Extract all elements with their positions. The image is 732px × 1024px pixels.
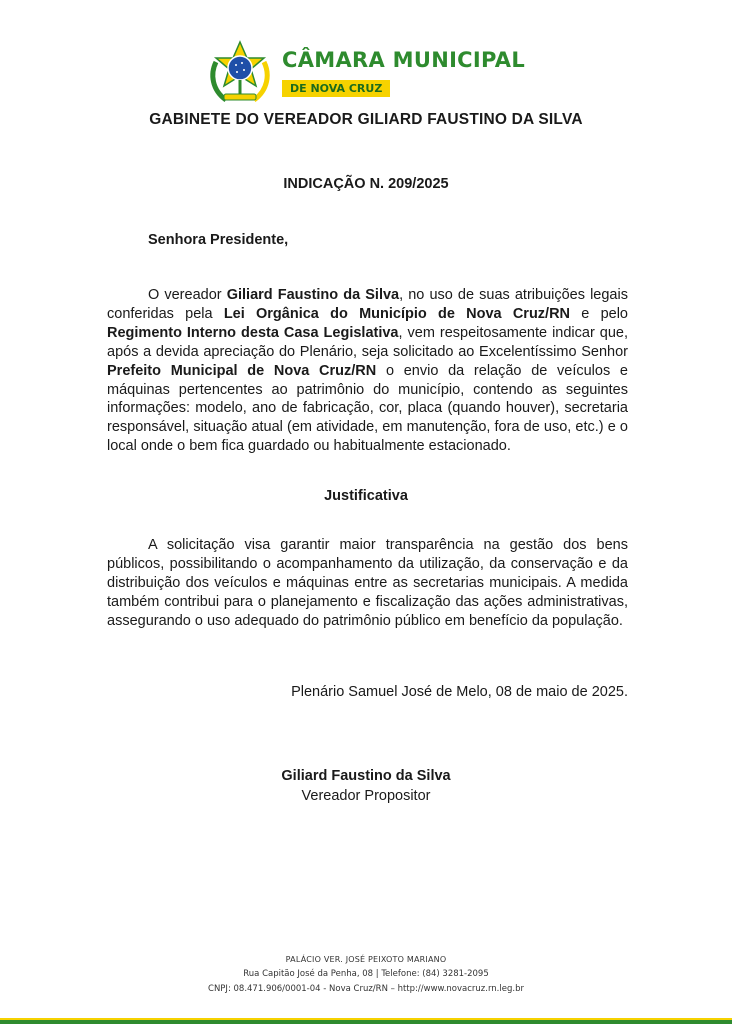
internal-rules-ref: Regimento Interno desta Casa Legislativa bbox=[107, 324, 399, 341]
footer-cnpj-url: CNPJ: 08.471.906/0001-04 - Nova Cruz/RN – http://www.novacruz.rn.leg.br bbox=[208, 984, 524, 994]
main-paragraph bbox=[107, 286, 628, 456]
brasao-coat-of-arms-icon bbox=[206, 40, 274, 108]
paragraph-text: , vem respeitosamente indicar que, após a devida apreciação do Plenário, seja solicitado ao Excelentíssimo Senhor bbox=[107, 324, 628, 360]
paragraph-text: e pelo bbox=[570, 305, 628, 322]
mayor-ref: Prefeito Municipal de Nova Cruz/RN bbox=[107, 362, 377, 379]
place-date: Plenário Samuel José de Melo, 08 de maio de 2025. bbox=[291, 684, 628, 700]
footer-address: Rua Capitão José da Penha, 08 | Telefone: (84) 3281-2095 bbox=[243, 969, 489, 979]
paragraph-text: , no uso de suas atribuições legais conferidas pela bbox=[107, 287, 628, 322]
org-name: CÂMARA MUNICIPAL bbox=[282, 48, 526, 72]
org-subtitle: DE NOVA CRUZ bbox=[282, 80, 390, 97]
signature-role: Vereador Propositor bbox=[301, 788, 431, 804]
document-number: INDICAÇÃO N. 209/2025 bbox=[283, 176, 449, 192]
footer-building: PALÁCIO VER. JOSÉ PEIXOTO MARIANO bbox=[285, 955, 447, 964]
salutation: Senhora Presidente, bbox=[148, 232, 289, 248]
councilor-name: Giliard Faustino da Silva bbox=[226, 287, 400, 303]
justification-text: A solicitação visa garantir maior transparência na gestão dos bens públicos, possibilitando o acompanhamento da utilização, da conservação e da distribuição dos veículos e máquinas entre as secretarias municipais. A medida também contribui para o planejamento e fiscalização das ações administrativas, assegurando o uso adequado do patrimônio público em benefício da população. bbox=[107, 537, 628, 629]
organic-law-ref: Lei Orgânica do Município de Nova Cruz/RN bbox=[223, 305, 571, 322]
paragraph-text: o envio da relação de veículos e máquinas pertencentes ao patrimônio do município, contendo as seguintes informações: modelo, ano de fabricação, cor, placa (quando houver), secretaria responsável, situação atual (em atividade, em manutenção, fora de uso, etc.) e o local onde o bem fica guardado ou habitualmente estacionado. bbox=[107, 362, 628, 455]
letterhead bbox=[0, 40, 732, 110]
footer-color-bar bbox=[0, 1018, 732, 1024]
justification-paragraph bbox=[107, 536, 628, 631]
office-title: GABINETE DO VEREADOR GILIARD FAUSTINO DA SILVA bbox=[149, 111, 583, 128]
signature-name: Giliard Faustino da Silva bbox=[281, 768, 451, 784]
justification-title: Justificativa bbox=[324, 488, 408, 504]
paragraph-text: O vereador bbox=[148, 287, 227, 303]
footer bbox=[0, 952, 732, 997]
